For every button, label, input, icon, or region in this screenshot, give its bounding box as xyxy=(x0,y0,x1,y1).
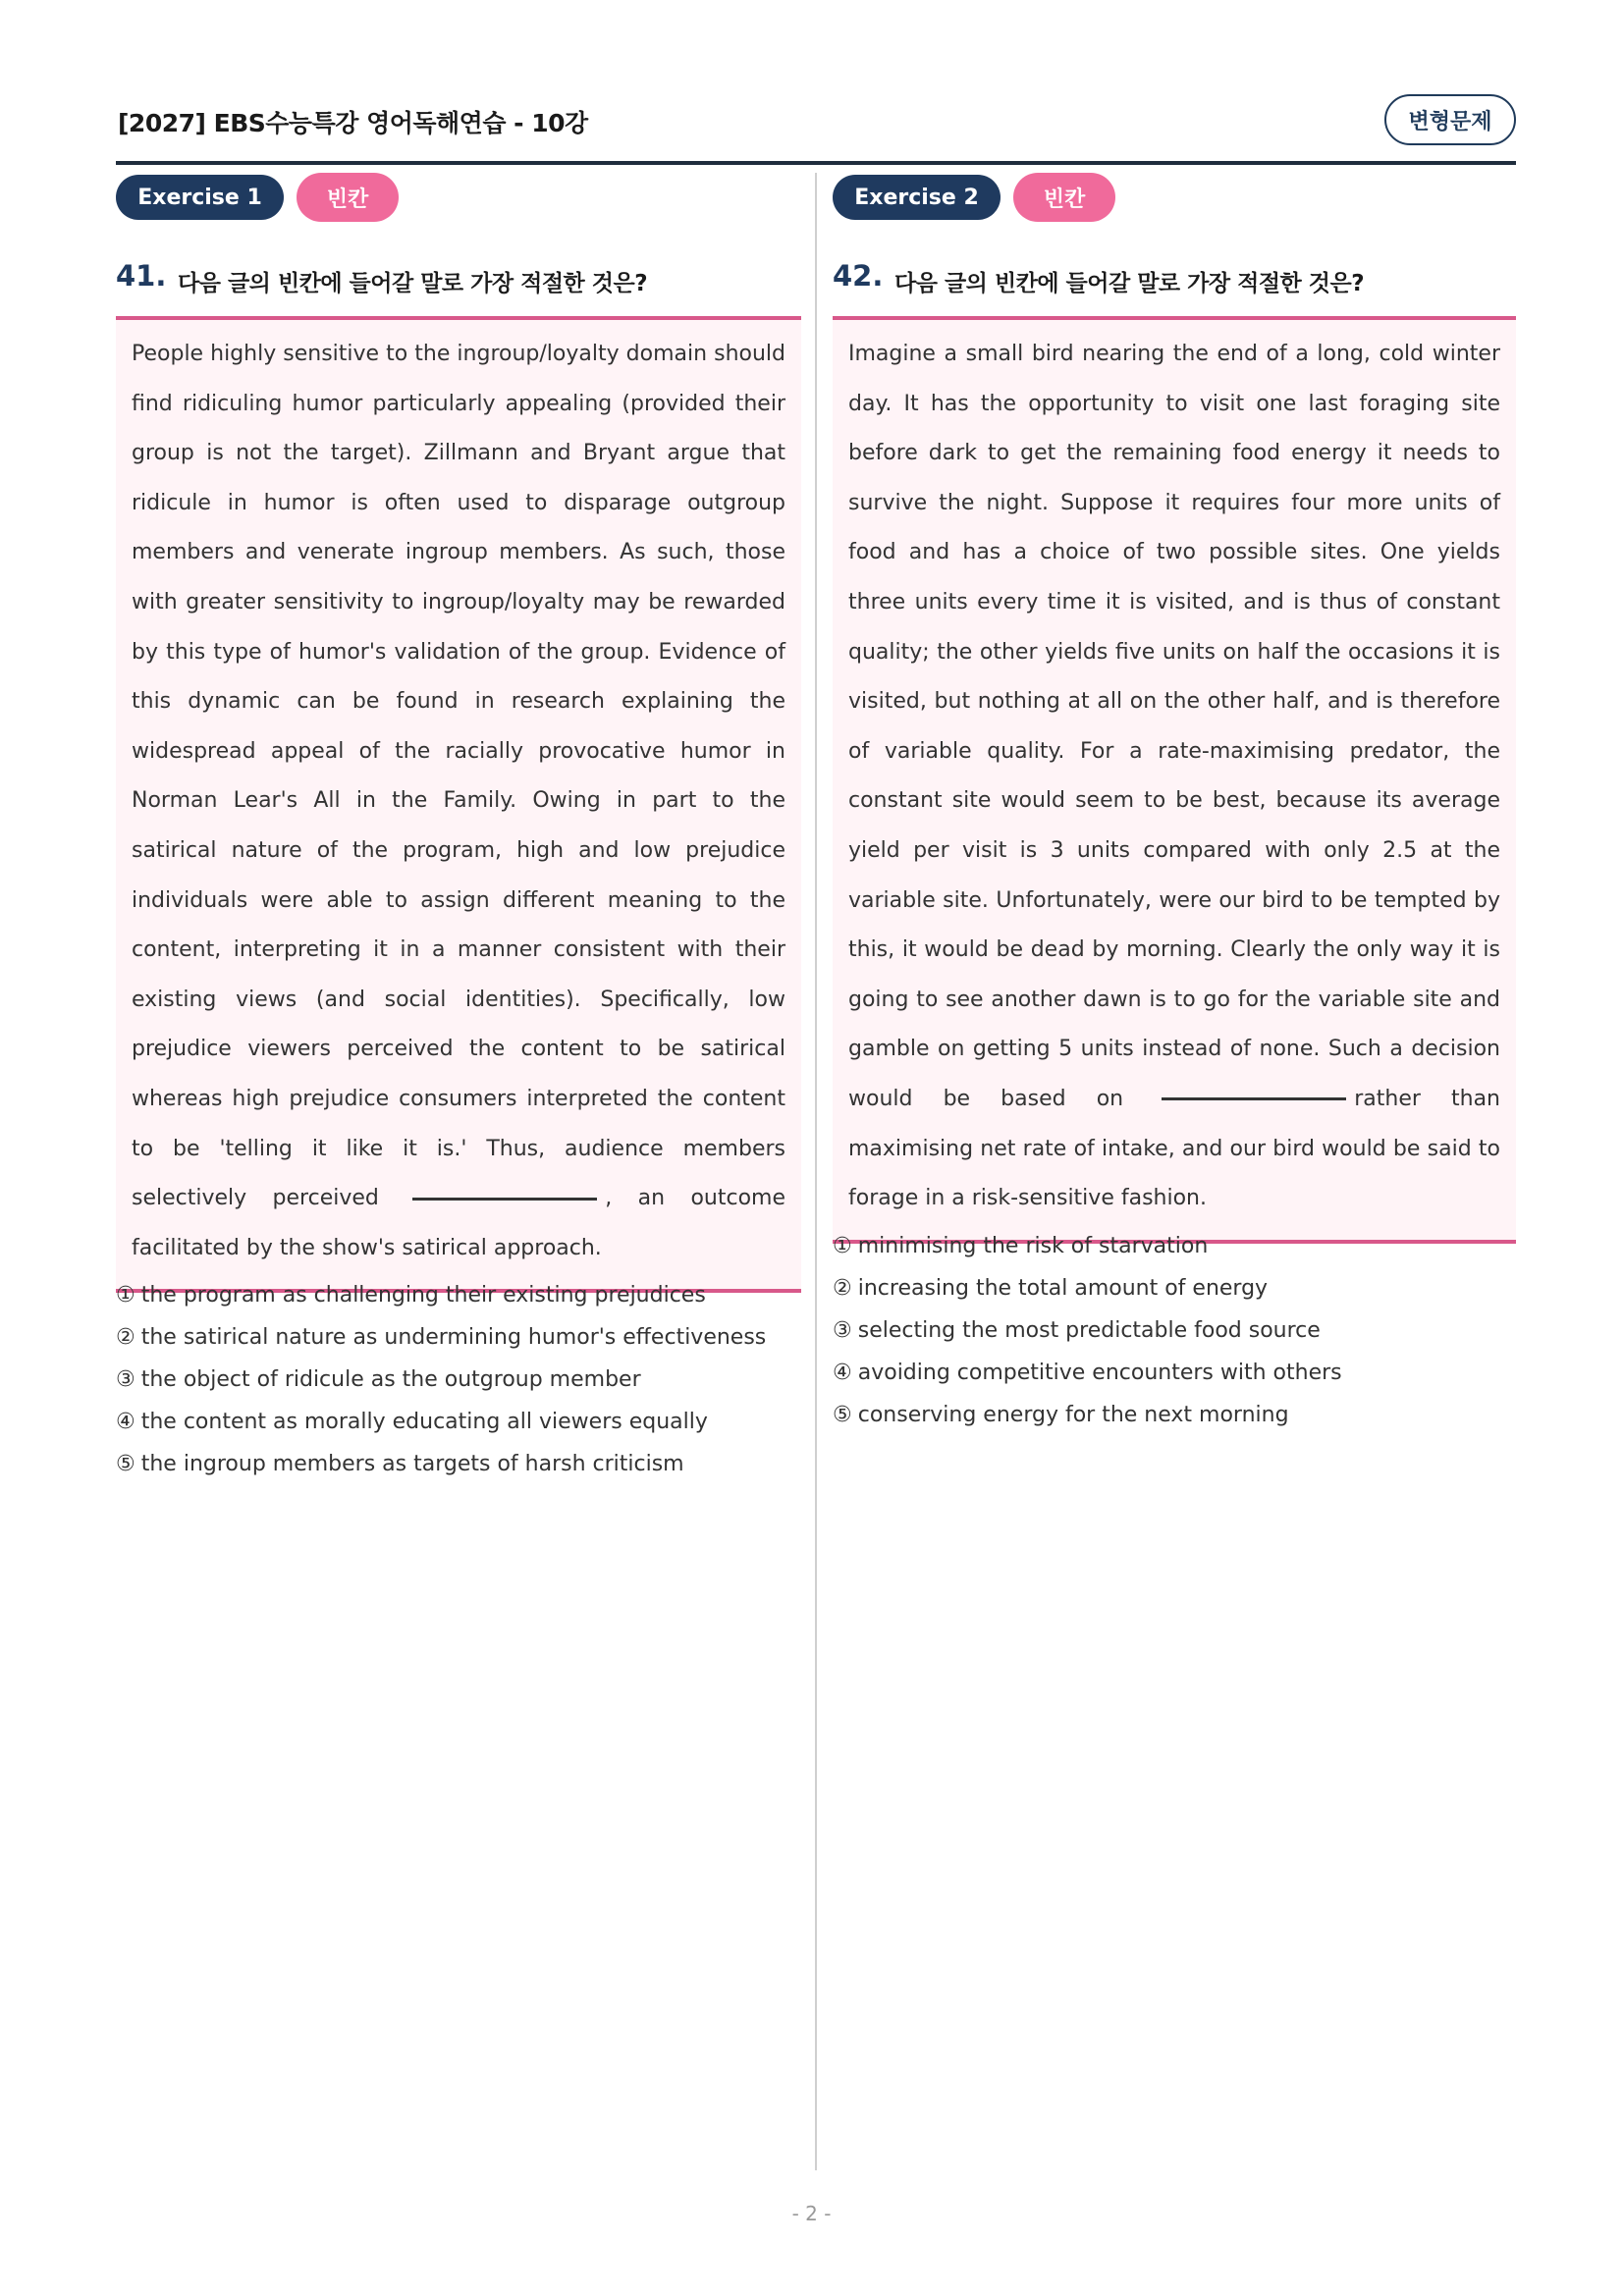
passage-text-after-blank: rather than maximising net rate of intake, and our bird would be said to forage in a risk-sensitive fashion. xyxy=(848,1086,1500,1211)
choice-number: ④ xyxy=(833,1361,852,1385)
choice-1[interactable] xyxy=(833,1225,1516,1267)
choice-text: increasing the total amount of energy xyxy=(857,1276,1269,1301)
choice-text: the satirical nature as undermining humor's effectiveness xyxy=(140,1325,767,1350)
exercise-1-type-tag: 빈칸 xyxy=(297,173,399,222)
choice-text: minimising the risk of starvation xyxy=(857,1234,1209,1258)
exercise-2-label: Exercise 2 xyxy=(833,175,1001,220)
exercise-1-label: Exercise 1 xyxy=(116,175,284,220)
exercise-1-tags xyxy=(116,173,801,224)
choice-number: ③ xyxy=(116,1367,135,1392)
exercise-2-tags xyxy=(833,173,1516,224)
choice-text: the ingroup members as targets of harsh criticism xyxy=(140,1452,684,1476)
question-42 xyxy=(833,259,1516,302)
choice-text: conserving energy for the next morning xyxy=(857,1403,1289,1427)
choice-text: selecting the most predictable food source xyxy=(857,1318,1321,1343)
choice-3[interactable] xyxy=(116,1359,801,1401)
choice-2[interactable] xyxy=(833,1267,1516,1309)
answer-choices xyxy=(116,1274,801,1485)
page-number: - 2 - xyxy=(791,2202,832,2225)
answer-blank xyxy=(1162,1097,1346,1100)
choice-text: the object of ridicule as the outgroup member xyxy=(140,1367,641,1392)
column-divider xyxy=(815,173,817,2170)
question-number: 41. xyxy=(116,259,167,293)
choice-number: ① xyxy=(116,1283,135,1308)
choice-1[interactable] xyxy=(116,1274,801,1316)
choice-number: ② xyxy=(833,1276,852,1301)
choice-number: ④ xyxy=(116,1410,135,1434)
question-prompt: 다음 글의 빈칸에 들어갈 말로 가장 적절한 것은? xyxy=(894,271,1365,296)
passage-text-after-blank: , an outcome facilitated by the show's satirical approach. xyxy=(132,1186,785,1260)
answer-choices xyxy=(833,1225,1516,1436)
choice-2[interactable] xyxy=(116,1316,801,1359)
passage-box xyxy=(116,316,801,1293)
choice-text: avoiding competitive encounters with others xyxy=(857,1361,1342,1385)
question-41 xyxy=(116,259,801,302)
choice-number: ⑤ xyxy=(116,1452,135,1476)
choice-5[interactable] xyxy=(833,1394,1516,1436)
choice-text: the content as morally educating all viewers equally xyxy=(140,1410,708,1434)
passage-text xyxy=(848,330,1500,1224)
exercise-1-column xyxy=(116,173,801,1476)
passage-text-before-blank: Imagine a small bird nearing the end of a long, cold winter day. It has the opportunity to visit one last foraging site before dark to get the remaining food energy it needs to survive the night. Suppose it requires four more units of food and has a choice of two possible sites. One yields three units every time it is visited, and is thus of constant quality; the other yields five units on half the occasions it is visited, but nothing at all on the other half, and is therefore of variable quality. For a rate-maximising predator, the constant site would seem to be best, because its average yield per visit is 3 units compared with only 2.5 at the variable site. Unfortunately, were our bird to be tempted by this, it would be dead by morning. Clearly the only way it is going to see another dawn is to go for the variable site and gamble on getting 5 units instead of none. Such a decision would be based on xyxy=(848,342,1500,1111)
variant-badge: 변형문제 xyxy=(1384,94,1516,145)
exercise-2-type-tag: 빈칸 xyxy=(1013,173,1115,222)
passage-text xyxy=(132,330,785,1273)
answer-blank xyxy=(412,1198,597,1201)
choice-number: ⑤ xyxy=(833,1403,852,1427)
page-header xyxy=(116,94,1516,165)
choice-number: ② xyxy=(116,1325,135,1350)
choice-4[interactable] xyxy=(833,1352,1516,1394)
document-title: [2027] EBS수능특강 영어독해연습 - 10강 xyxy=(118,109,588,137)
choice-3[interactable] xyxy=(833,1309,1516,1352)
exercise-2-column xyxy=(833,173,1516,1427)
choice-4[interactable] xyxy=(116,1401,801,1443)
choice-number: ① xyxy=(833,1234,852,1258)
choice-text: the program as challenging their existing prejudices xyxy=(140,1283,706,1308)
choice-5[interactable] xyxy=(116,1443,801,1485)
passage-text-before-blank: People highly sensitive to the ingroup/loyalty domain should find ridiculing humor particularly appealing (provided their group is not the target). Zillmann and Bryant argue that ridicule in humor is often used to disparage outgroup members and venerate ingroup members. As such, those with greater sensitivity to ingroup/loyalty may be rewarded by this type of humor's validation of the group. Evidence of this dynamic can be found in research explaining the widespread appeal of the racially provocative humor in Norman Lear's All in the Family. Owing in part to the satirical nature of the program, high and low prejudice individuals were able to assign different meaning to the content, interpreting it in a manner consistent with their existing views (and social identities). Specifically, low prejudice viewers perceived the content to be satirical whereas high prejudice consumers interpreted the content to be 'telling it like it is.' Thus, audience members selectively perceived xyxy=(132,342,785,1211)
question-prompt: 다음 글의 빈칸에 들어갈 말로 가장 적절한 것은? xyxy=(178,271,648,296)
question-number: 42. xyxy=(833,259,884,293)
choice-number: ③ xyxy=(833,1318,852,1343)
passage-box xyxy=(833,316,1516,1244)
